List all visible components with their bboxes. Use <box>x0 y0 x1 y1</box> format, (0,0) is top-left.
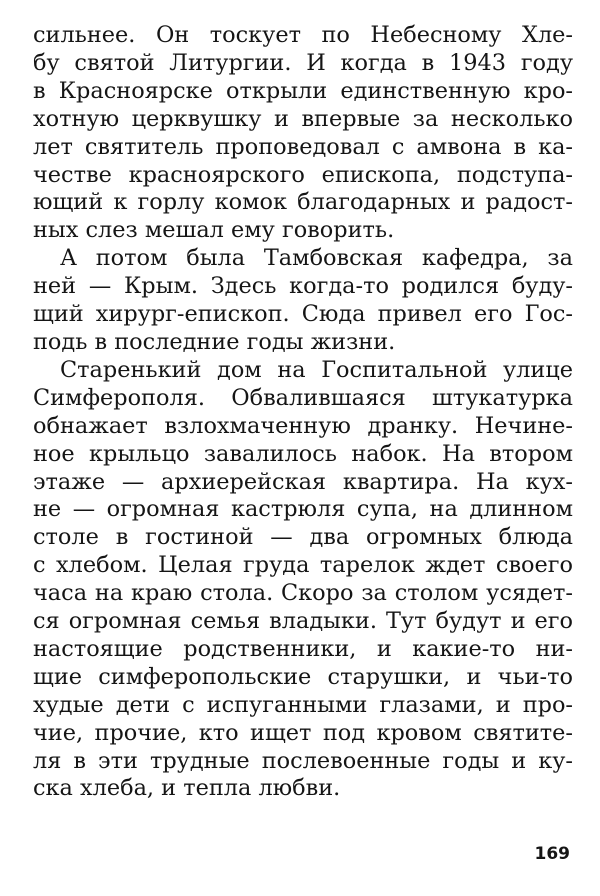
paragraph-2 <box>33 245 573 357</box>
text-line: с хлебом. Целая груда тарелок ждет своего <box>33 552 573 579</box>
text-line: чие, прочие, кто ищет под кровом святите- <box>33 719 573 746</box>
page-number: 169 <box>534 844 570 864</box>
text-line: столе в гостиной — два огромных блюда <box>33 524 573 551</box>
paragraph-3 <box>33 357 573 804</box>
text-line: щие симферопольские старушки, и чьи-то <box>33 663 573 690</box>
text-line: ных слез мешал ему говорить. <box>33 217 395 244</box>
text-line: сильнее. Он тоскует по Небесному Хле- <box>33 22 573 48</box>
text-line: ся огромная семья владыки. Тут будут и его <box>33 608 573 635</box>
text-line: ней — Крым. Здесь когда-то родился буду- <box>33 273 573 300</box>
text-line: часа на краю стола. Скоро за столом усядет- <box>33 580 573 607</box>
text-line: обнажает взлохмаченную дранку. Нечине- <box>33 412 573 439</box>
text-line: честве красноярского епископа, подступа- <box>33 161 573 188</box>
text-line: худые дети с испуганными глазами, и про- <box>33 691 573 718</box>
text-line: ющий к горлу комок благодарных и радост- <box>33 189 573 216</box>
text-line: Симферополя. Обвалившаяся штукатурка <box>33 384 573 411</box>
text-line: в Красноярске открыли единственную кро- <box>33 77 573 104</box>
text-line: не — огромная кастрюля супа, на длинном <box>33 496 573 523</box>
text-line: А потом была Тамбовская кафедра, за <box>60 245 573 272</box>
text-line: щий хирург-епископ. Сюда привел его Гос- <box>33 301 573 328</box>
text-line: Старенький дом на Госпитальной улице <box>60 356 573 383</box>
text-line: ное крыльцо завалилось набок. На втором <box>33 440 573 467</box>
text-line: бу святой Литургии. И когда в 1943 году <box>33 49 573 76</box>
text-line: подь в последние годы жизни. <box>33 328 396 355</box>
text-line: лет святитель проповедовал с амвона в ка- <box>33 133 573 160</box>
body-text <box>33 22 573 803</box>
text-line: ска хлеба, и тепла любви. <box>33 775 341 802</box>
text-line: настоящие родственники, и какие-то ни- <box>33 635 573 662</box>
text-line: ля в эти трудные послевоенные годы и ку- <box>33 747 573 774</box>
paragraph-1 <box>33 22 573 245</box>
text-line: хотную церквушку и впервые за несколько <box>33 105 573 132</box>
text-line: этаже — архиерейская квартира. На кух- <box>33 468 573 495</box>
